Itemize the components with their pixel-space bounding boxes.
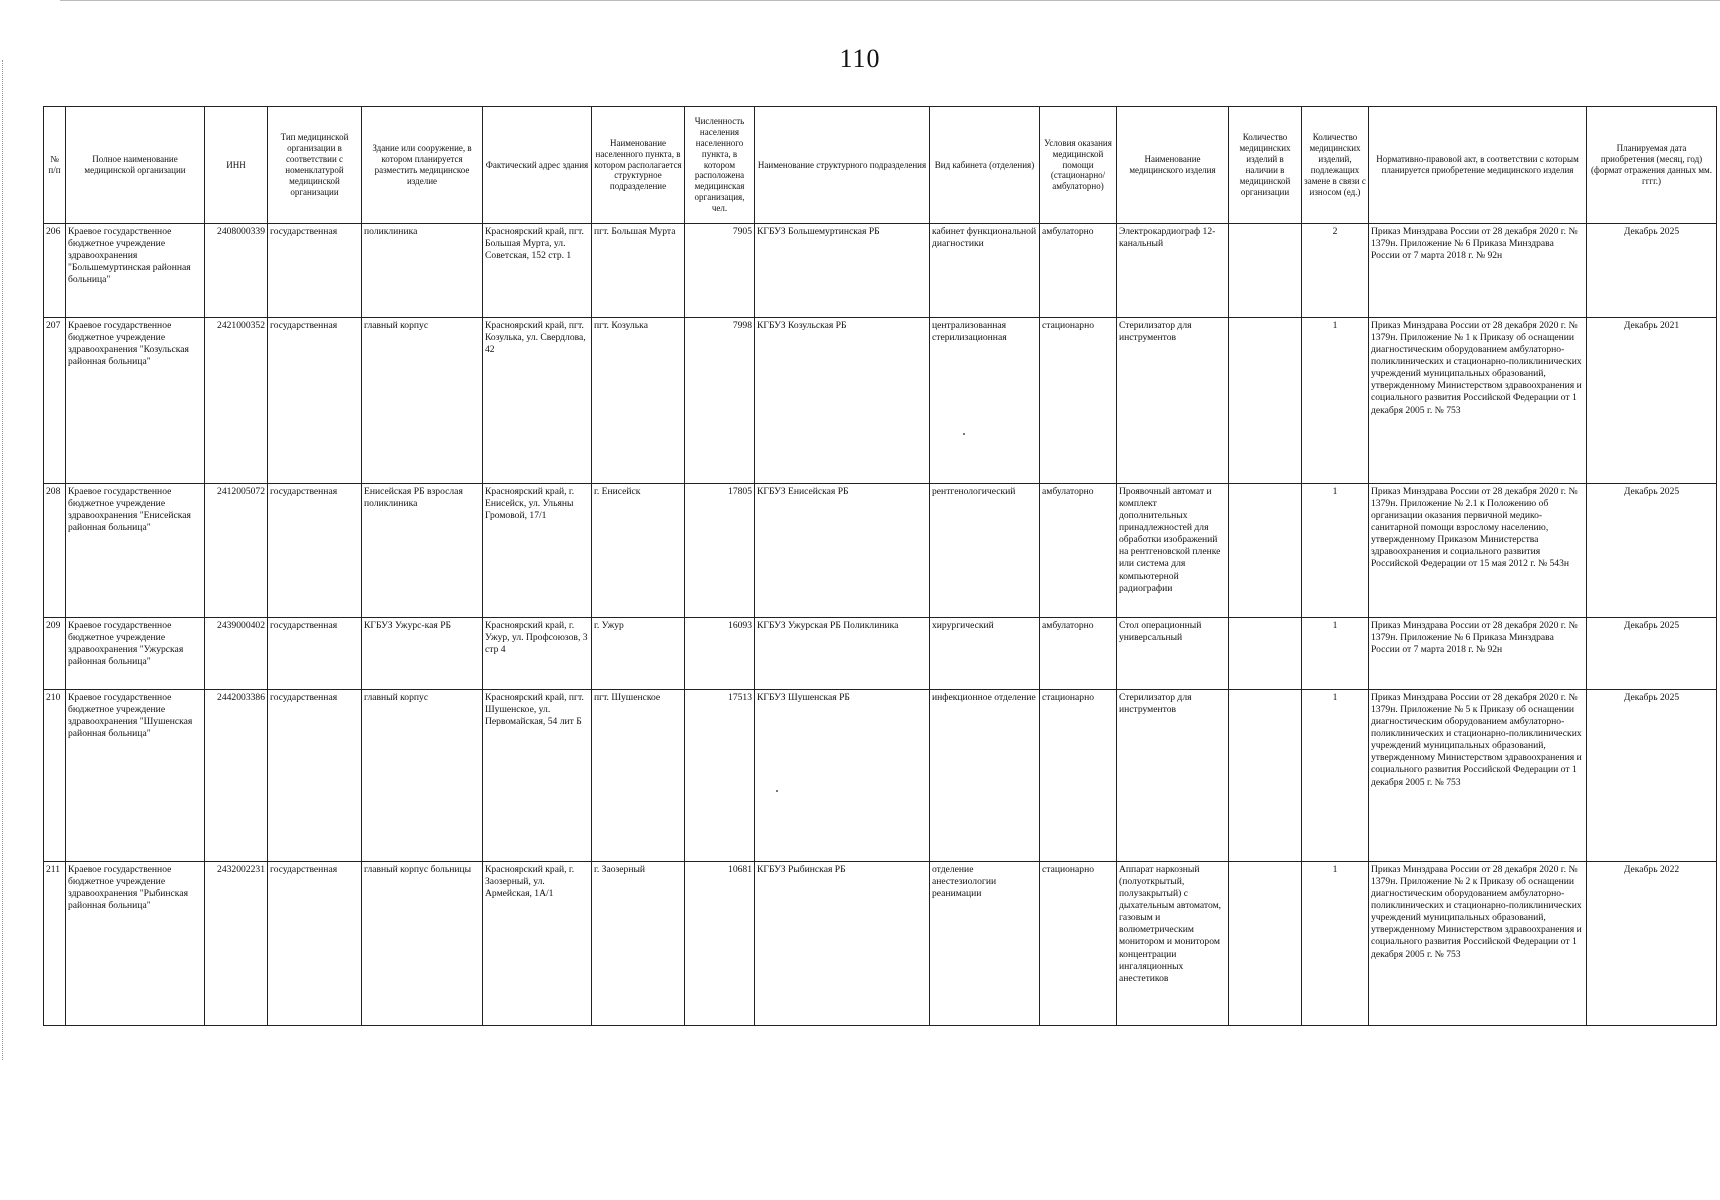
header-device: Наименование медицинского изделия bbox=[1117, 107, 1229, 224]
row-device: Стерилизатор для инструментов bbox=[1117, 318, 1229, 484]
row-date: Декабрь 2025 bbox=[1587, 690, 1717, 862]
header-population: Численность населения населенного пункта, в котором расположена медицинская организация, чел. bbox=[685, 107, 755, 224]
row-unit: КГБУЗ Ужурская РБ Поликлиника bbox=[755, 618, 930, 690]
row-cabinet: рентгенологический bbox=[930, 484, 1040, 618]
row-qty-available bbox=[1229, 318, 1302, 484]
binding-edge bbox=[2, 60, 3, 1060]
row-date: Декабрь 2022 bbox=[1587, 862, 1717, 1026]
row-cabinet: кабинет функциональной диагностики bbox=[930, 224, 1040, 318]
header-qty-available: Количество медицинских изделий в наличии в медицинской организации bbox=[1229, 107, 1302, 224]
header-qty-replace: Количество медицинских изделий, подлежащих замене в связи с износом (ед.) bbox=[1302, 107, 1369, 224]
row-inn: 2412005072 bbox=[205, 484, 268, 618]
header-unit: Наименование структурного подразделения bbox=[755, 107, 930, 224]
row-cabinet: хирургический bbox=[930, 618, 1040, 690]
header-legal-act: Нормативно-правовой акт, в соответствии с которым планируется приобретение медицинского изделия bbox=[1369, 107, 1587, 224]
row-num: 208 bbox=[44, 484, 66, 618]
row-org: Краевое государственное бюджетное учреждение здравоохранения "Шушенская районная больница" bbox=[66, 690, 205, 862]
row-conditions: амбулаторно bbox=[1040, 224, 1117, 318]
header-org: Полное наименование медицинской организации bbox=[66, 107, 205, 224]
row-device: Стол операционный универсальный bbox=[1117, 618, 1229, 690]
row-inn: 2408000339 bbox=[205, 224, 268, 318]
equipment-table bbox=[43, 106, 1717, 1026]
row-unit: КГБУЗ Енисейская РБ bbox=[755, 484, 930, 618]
row-device: Аппарат наркозный (полуоткрытый, полузакрытый) с дыхательным автоматом, газовым и волюметрическим монитором и монитором концентрации ингаляционных анестетиков bbox=[1117, 862, 1229, 1026]
row-qty-available bbox=[1229, 618, 1302, 690]
header-conditions: Условия оказания медицинской помощи (стационарно/ амбулаторно) bbox=[1040, 107, 1117, 224]
row-date: Декабрь 2025 bbox=[1587, 224, 1717, 318]
row-address: Красноярский край, пгт. Большая Мурта, ул. Советская, 152 стр. 1 bbox=[483, 224, 592, 318]
row-building: главный корпус bbox=[362, 690, 483, 862]
row-population: 10681 bbox=[685, 862, 755, 1026]
header-cabinet: Вид кабинета (отделения) bbox=[930, 107, 1040, 224]
row-conditions: стационарно bbox=[1040, 862, 1117, 1026]
header-address: Фактический адрес здания bbox=[483, 107, 592, 224]
row-qty-replace: 1 bbox=[1302, 484, 1369, 618]
row-legal-act: Приказ Минздрава России от 28 декабря 2020 г. № 1379н. Приложение № 2 к Приказу об оснащении диагностическим оборудованием амбулаторно-поликлинических и стационарно-поликлинических учреждений муниципальных образований, утвержденному Министерством здравоохранения и социального развития Российской Федерации от 1 декабря 2005 г. № 753 bbox=[1369, 862, 1587, 1026]
row-inn: 2432002231 bbox=[205, 862, 268, 1026]
row-conditions: амбулаторно bbox=[1040, 484, 1117, 618]
scan-speck bbox=[963, 433, 965, 435]
row-legal-act: Приказ Минздрава России от 28 декабря 2020 г. № 1379н. Приложение № 5 к Приказу об оснащении диагностическим оборудованием амбулаторно-поликлинических и стационарно-поликлинических учреждений муниципальных образований, утвержденному Министерством здравоохранения и социального развития Российской Федерации от 1 декабря 2005 г. № 753 bbox=[1369, 690, 1587, 862]
header-inn: ИНН bbox=[205, 107, 268, 224]
row-building: КГБУЗ Ужурс-кая РБ bbox=[362, 618, 483, 690]
row-org: Краевое государственное бюджетное учреждение здравоохранения "Рыбинская районная больница" bbox=[66, 862, 205, 1026]
row-inn: 2421000352 bbox=[205, 318, 268, 484]
row-locality: пгт. Шушенское bbox=[592, 690, 685, 862]
row-building: главный корпус bbox=[362, 318, 483, 484]
row-type: государственная bbox=[268, 690, 362, 862]
row-inn: 2439000402 bbox=[205, 618, 268, 690]
row-address: Красноярский край, пгт. Козулька, ул. Свердлова, 42 bbox=[483, 318, 592, 484]
row-conditions: стационарно bbox=[1040, 318, 1117, 484]
row-date: Декабрь 2025 bbox=[1587, 484, 1717, 618]
table-row bbox=[44, 862, 1717, 1026]
row-building: поликлиника bbox=[362, 224, 483, 318]
row-num: 210 bbox=[44, 690, 66, 862]
row-num: 209 bbox=[44, 618, 66, 690]
table-row bbox=[44, 690, 1717, 862]
row-org: Краевое государственное бюджетное учреждение здравоохранения "Козульская районная больница" bbox=[66, 318, 205, 484]
row-population: 17805 bbox=[685, 484, 755, 618]
row-locality: г. Енисейск bbox=[592, 484, 685, 618]
header-type: Тип медицинской организации в соответствии с номенклатурой медицинской организации bbox=[268, 107, 362, 224]
scan-speck bbox=[776, 790, 778, 792]
row-qty-available bbox=[1229, 862, 1302, 1026]
row-org: Краевое государственное бюджетное учреждение здравоохранения "Енисейская районная больница" bbox=[66, 484, 205, 618]
row-legal-act: Приказ Минздрава России от 28 декабря 2020 г. № 1379н. Приложение № 6 Приказа Минздрава России от 7 марта 2018 г. № 92н bbox=[1369, 224, 1587, 318]
header-date: Планируемая дата приобретения (месяц, год) (формат отражения данных мм. гггг.) bbox=[1587, 107, 1717, 224]
row-org: Краевое государственное бюджетное учреждение здравоохранения "Ужурская районная больница" bbox=[66, 618, 205, 690]
row-address: Красноярский край, пгт. Шушенское, ул. Первомайская, 54 лит Б bbox=[483, 690, 592, 862]
row-cabinet: централизованная стерилизационная bbox=[930, 318, 1040, 484]
row-legal-act: Приказ Минздрава России от 28 декабря 2020 г. № 1379н. Приложение № 2.1 к Положению об организации оказания первичной медико-санитарной помощи взрослому населению, утвержденному Приказом Министерства здравоохранения и социального развития Российской Федерации от 15 мая 2012 г. № 543н bbox=[1369, 484, 1587, 618]
row-unit: КГБУЗ Козульская РБ bbox=[755, 318, 930, 484]
row-unit: КГБУЗ Рыбинская РБ bbox=[755, 862, 930, 1026]
row-population: 17513 bbox=[685, 690, 755, 862]
page-number: 110 bbox=[839, 44, 881, 73]
row-qty-replace: 1 bbox=[1302, 862, 1369, 1026]
row-org: Краевое государственное бюджетное учреждение здравоохранения "Большемуртинская районная больница" bbox=[66, 224, 205, 318]
row-address: Красноярский край, г. Ужур, ул. Профсоюзов, 3 стр 4 bbox=[483, 618, 592, 690]
row-num: 211 bbox=[44, 862, 66, 1026]
table-row bbox=[44, 318, 1717, 484]
row-locality: г. Заозерный bbox=[592, 862, 685, 1026]
row-population: 16093 bbox=[685, 618, 755, 690]
table-row bbox=[44, 618, 1717, 690]
row-cabinet: инфекционное отделение bbox=[930, 690, 1040, 862]
row-address: Красноярский край, г. Енисейск, ул. Ульяны Громовой, 17/1 bbox=[483, 484, 592, 618]
row-population: 7905 bbox=[685, 224, 755, 318]
table-header-row bbox=[44, 107, 1717, 224]
row-type: государственная bbox=[268, 484, 362, 618]
row-cabinet: отделение анестезиологии реанимации bbox=[930, 862, 1040, 1026]
row-num: 206 bbox=[44, 224, 66, 318]
row-device: Электрокардиограф 12-канальный bbox=[1117, 224, 1229, 318]
row-qty-available bbox=[1229, 484, 1302, 618]
row-qty-replace: 1 bbox=[1302, 690, 1369, 862]
row-building: Енисейская РБ взрослая поликлиника bbox=[362, 484, 483, 618]
row-type: государственная bbox=[268, 224, 362, 318]
row-conditions: стационарно bbox=[1040, 690, 1117, 862]
row-locality: г. Ужур bbox=[592, 618, 685, 690]
row-type: государственная bbox=[268, 862, 362, 1026]
table-row bbox=[44, 484, 1717, 618]
header-building: Здание или сооружение, в котором планируется разместить медицинское изделие bbox=[362, 107, 483, 224]
row-legal-act: Приказ Минздрава России от 28 декабря 2020 г. № 1379н. Приложение № 1 к Приказу об оснащении диагностическим оборудованием амбулаторно-поликлинических и стационарно-поликлинических учреждений муниципальных образований, утвержденному Министерством здравоохранения и социального развития Российской Федерации от 1 декабря 2005 г. № 753 bbox=[1369, 318, 1587, 484]
scan-edge bbox=[60, 0, 1720, 1]
row-qty-replace: 1 bbox=[1302, 618, 1369, 690]
row-device: Стерилизатор для инструментов bbox=[1117, 690, 1229, 862]
table-row bbox=[44, 224, 1717, 318]
row-qty-available bbox=[1229, 690, 1302, 862]
row-unit: КГБУЗ Шушенская РБ bbox=[755, 690, 930, 862]
row-type: государственная bbox=[268, 318, 362, 484]
row-qty-replace: 1 bbox=[1302, 318, 1369, 484]
row-device: Проявочный автомат и комплект дополнительных принадлежностей для обработки изображений на рентгеновской пленке или система для компьютерной радиографии bbox=[1117, 484, 1229, 618]
row-legal-act: Приказ Минздрава России от 28 декабря 2020 г. № 1379н. Приложение № 6 Приказа Минздрава России от 7 марта 2018 г. № 92н bbox=[1369, 618, 1587, 690]
row-building: главный корпус больницы bbox=[362, 862, 483, 1026]
row-address: Красноярский край, г. Заозерный, ул. Армейская, 1А/1 bbox=[483, 862, 592, 1026]
row-date: Декабрь 2025 bbox=[1587, 618, 1717, 690]
row-date: Декабрь 2021 bbox=[1587, 318, 1717, 484]
row-qty-replace: 2 bbox=[1302, 224, 1369, 318]
row-locality: пгт. Большая Мурта bbox=[592, 224, 685, 318]
row-type: государственная bbox=[268, 618, 362, 690]
row-conditions: амбулаторно bbox=[1040, 618, 1117, 690]
header-locality: Наименование населенного пункта, в котором располагается структурное подразделение bbox=[592, 107, 685, 224]
row-qty-available bbox=[1229, 224, 1302, 318]
row-num: 207 bbox=[44, 318, 66, 484]
row-unit: КГБУЗ Большемуртинская РБ bbox=[755, 224, 930, 318]
row-inn: 2442003386 bbox=[205, 690, 268, 862]
header-num: № п/п bbox=[44, 107, 66, 224]
row-locality: пгт. Козулька bbox=[592, 318, 685, 484]
row-population: 7998 bbox=[685, 318, 755, 484]
